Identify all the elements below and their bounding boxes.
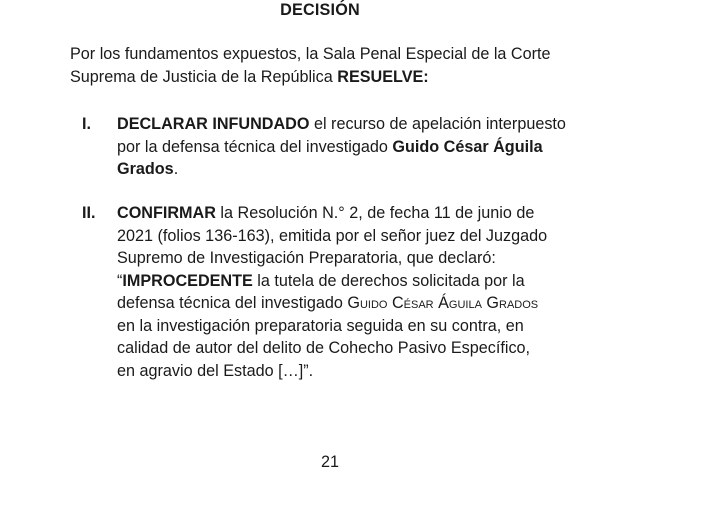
intro-line-2 — [70, 66, 605, 89]
person-name-smallcaps: Guido César Águila Grados — [347, 294, 539, 312]
item-line — [117, 202, 592, 225]
item-body — [117, 202, 592, 382]
person-surname: Grados — [117, 160, 174, 178]
item-text: defensa técnica del investigado — [117, 294, 348, 312]
item-line — [117, 113, 592, 136]
item-line — [117, 158, 592, 181]
declare-label: DECLARAR INFUNDADO — [117, 115, 310, 133]
item-line — [117, 270, 592, 293]
intro-paragraph — [70, 43, 605, 88]
item-body — [117, 113, 592, 181]
intro-text: Suprema de Justicia de la República — [70, 67, 338, 86]
item-numeral: I. — [82, 115, 91, 133]
item-text: la Resolución N.° 2, de fecha 11 de junio de — [215, 204, 535, 222]
confirm-label: CONFIRMAR — [117, 204, 216, 222]
item-text: el recurso de apelación interpuesto — [309, 115, 566, 133]
item-line: Supremo de Investigación Preparatoria, que declaró: — [117, 249, 496, 267]
section-heading: DECISIÓN — [280, 1, 360, 19]
open-quote: “ — [117, 271, 123, 290]
item-line: en la investigación preparatoria seguida en su contra, en — [117, 316, 524, 335]
intro-line-1: Por los fundamentos expuestos, la Sala Penal Especial de la Corte — [70, 45, 551, 63]
item-line: calidad de autor del delito de Cohecho Pasivo Específico, — [117, 339, 531, 357]
item-line: 2021 (folios 136-163), emitida por el señor juez del Juzgado — [117, 226, 548, 245]
item-text: por la defensa técnica del investigado — [117, 137, 393, 156]
resolve-label: RESUELVE: — [337, 67, 429, 86]
item-text: la tutela de derechos solicitada por la — [252, 271, 525, 290]
item-line: en agravio del Estado […]”. — [117, 361, 314, 380]
person-name: Guido César Águila — [392, 137, 543, 156]
item-line — [117, 292, 592, 315]
page-number: 21 — [320, 453, 339, 471]
item-line — [117, 136, 592, 159]
item-numeral: II. — [82, 204, 96, 222]
item-text: . — [173, 160, 179, 178]
improcedente-label: IMPROCEDENTE — [122, 271, 253, 290]
